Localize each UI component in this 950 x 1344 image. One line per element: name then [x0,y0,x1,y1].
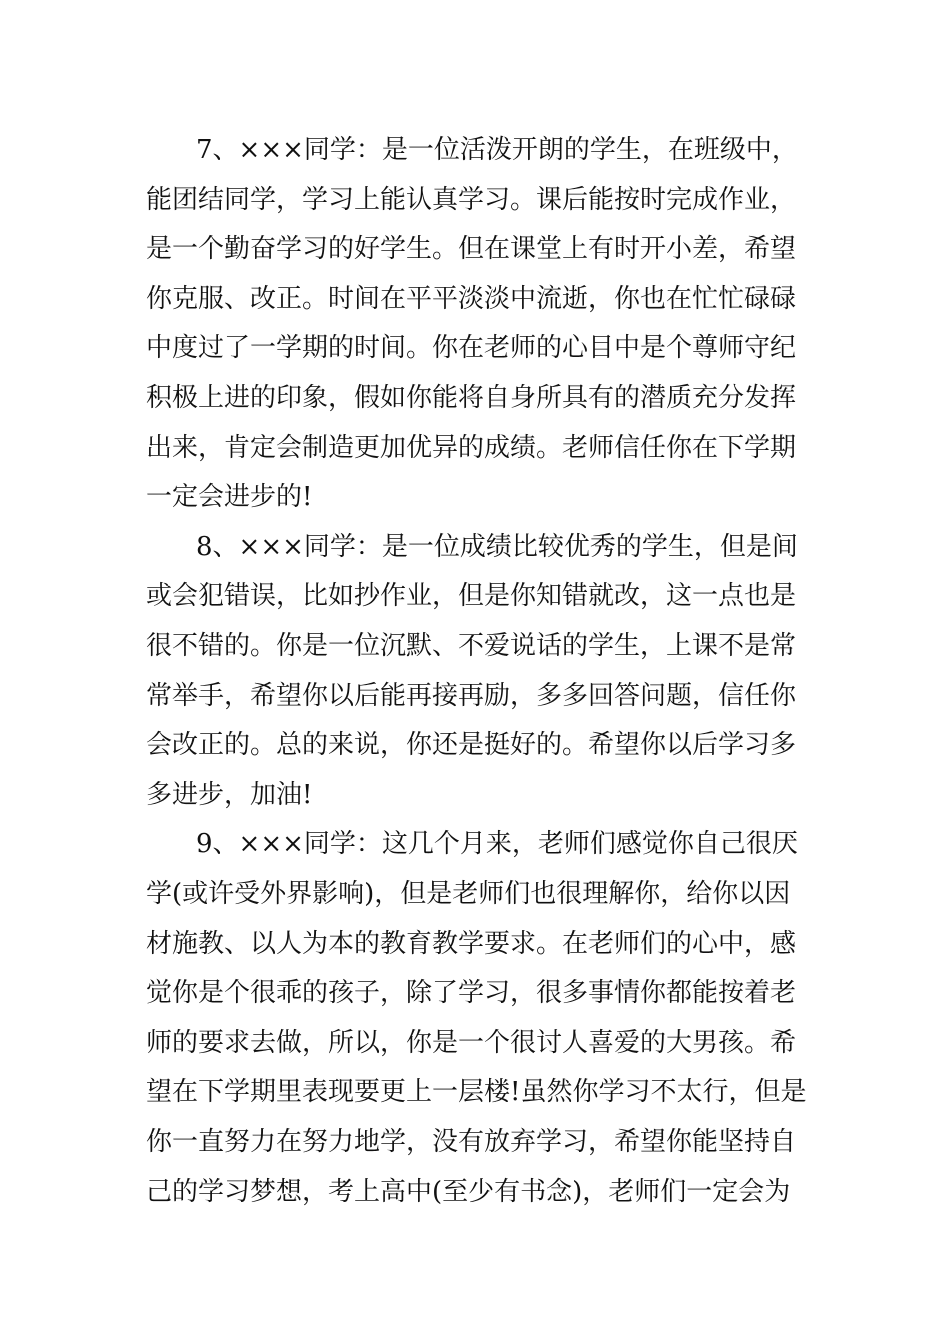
text-line: 己的学习梦想，考上高中(至少有书念)，老师们一定会为 [146,1177,791,1207]
text-line: 7、×××同学：是一位活泼开朗的学生，在班级中， [196,135,798,165]
text-line: 8、×××同学：是一位成绩比较优秀的学生，但是间 [196,532,798,562]
text-line: 材施教、以人为本的教育教学要求。在老师们的心中，感 [146,929,797,959]
text-line: 或会犯错误，比如抄作业，但是你知错就改，这一点也是 [146,581,797,611]
text-line: 一定会进步的! [146,482,313,512]
text-line: 常举手，希望你以后能再接再励，多多回答问题，信任你 [146,681,797,711]
text-line: 师的要求去做，所以，你是一个很讨人喜爱的大男孩。希 [146,1028,797,1058]
text-line: 会改正的。总的来说，你还是挺好的。希望你以后学习多 [146,730,797,760]
text-line: 能团结同学，学习上能认真学习。课后能按时完成作业， [146,185,797,215]
text-line: 出来，肯定会制造更加优异的成绩。老师信任你在下学期 [146,433,797,463]
text-line: 你一直努力在努力地学，没有放弃学习，希望你能坚持自 [146,1127,797,1157]
text-line: 多进步，加油! [146,780,313,810]
text-line: 觉你是个很乖的孩子，除了学习，很多事情你都能按着老 [146,978,797,1008]
text-line: 学(或许受外界影响)，但是老师们也很理解你，给你以因 [146,879,791,909]
text-line: 望在下学期里表现要更上一层楼!虽然你学习不太行，但是 [146,1077,807,1107]
text-line: 9、×××同学：这几个月来，老师们感觉你自己很厌 [196,829,798,859]
text-line: 中度过了一学期的时间。你在老师的心目中是个尊师守纪 [146,333,797,363]
text-line: 很不错的。你是一位沉默、不爱说话的学生，上课不是常 [146,631,797,661]
text-line: 是一个勤奋学习的好学生。但在课堂上有时开小差，希望 [146,234,797,264]
text-line: 积极上进的印象，假如你能将自身所具有的潜质充分发挥 [146,383,797,413]
text-line: 你克服、改正。时间在平平淡淡中流逝，你也在忙忙碌碌 [146,284,797,314]
